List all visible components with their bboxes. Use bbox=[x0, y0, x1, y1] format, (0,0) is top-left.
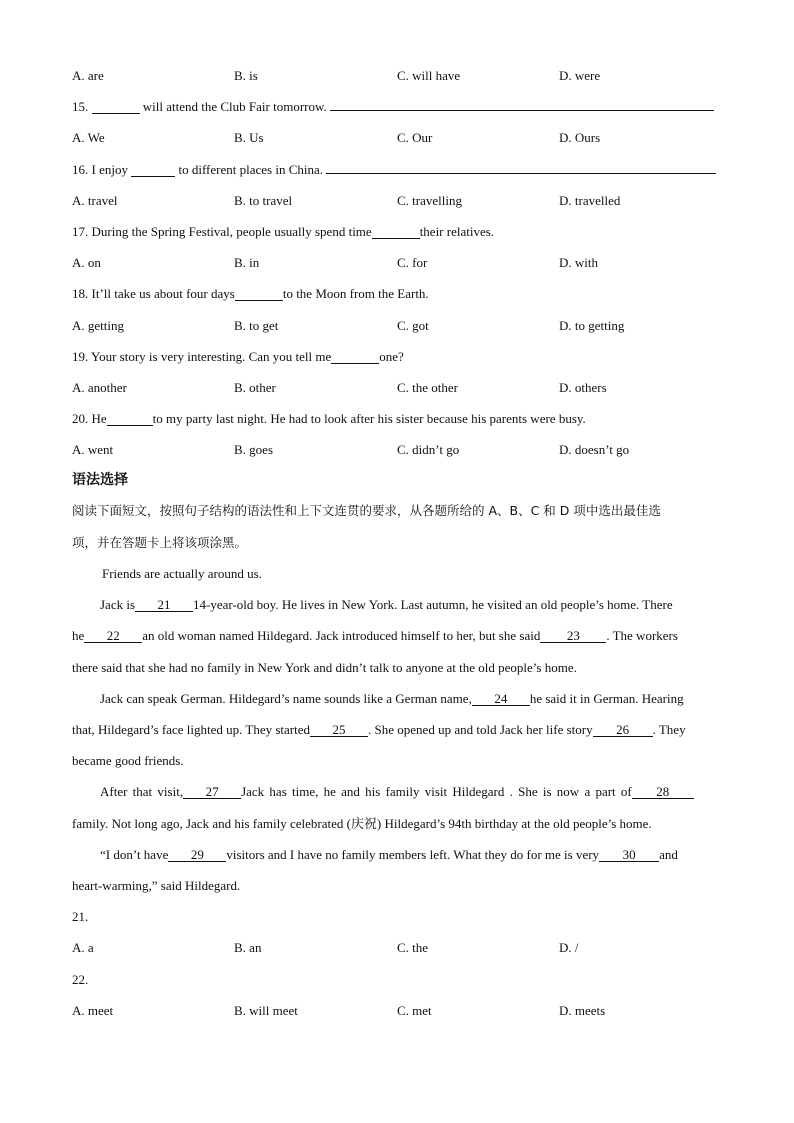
option-c[interactable]: C. will have bbox=[397, 68, 461, 83]
section-title: 语法选择 bbox=[72, 472, 128, 488]
option-d[interactable]: D. were bbox=[559, 68, 601, 83]
option-b[interactable]: B. in bbox=[234, 255, 260, 270]
option-d[interactable]: D. meets bbox=[559, 1003, 606, 1018]
option-a[interactable]: A. travel bbox=[72, 193, 118, 208]
question-21: 21. bbox=[72, 909, 89, 924]
q16-options bbox=[72, 193, 722, 209]
option-d[interactable]: D. to getting bbox=[559, 318, 625, 333]
blank-21: 21 bbox=[135, 598, 193, 612]
option-a[interactable]: A. We bbox=[72, 130, 105, 145]
blank-29: 29 bbox=[168, 848, 226, 862]
option-b[interactable]: B. an bbox=[234, 940, 262, 955]
q22-options bbox=[72, 1003, 722, 1019]
blank-30: 30 bbox=[599, 848, 659, 862]
option-a[interactable]: A. another bbox=[72, 380, 127, 395]
option-b[interactable]: B. to get bbox=[234, 318, 279, 333]
option-b[interactable]: B. is bbox=[234, 68, 258, 83]
answer-blank bbox=[107, 412, 153, 426]
option-a[interactable]: A. getting bbox=[72, 318, 124, 333]
question-19: 19. Your story is very interesting. Can you tell me one? bbox=[72, 349, 404, 364]
q15-options bbox=[72, 130, 722, 146]
option-b[interactable]: B. to travel bbox=[234, 193, 293, 208]
blank-22: 22 bbox=[84, 629, 142, 643]
option-d[interactable]: D. / bbox=[559, 940, 579, 955]
answer-blank bbox=[372, 225, 420, 239]
option-c[interactable]: C. didn’t go bbox=[397, 442, 460, 457]
question-18: 18. It’ll take us about four days to the Moon from the Earth. bbox=[72, 286, 429, 301]
option-c[interactable]: C. the bbox=[397, 940, 429, 955]
answer-blank bbox=[92, 100, 140, 114]
question-17: 17. During the Spring Festival, people usually spend time their relatives. bbox=[72, 224, 495, 239]
option-b[interactable]: B. goes bbox=[234, 442, 273, 457]
question-rule bbox=[326, 173, 716, 174]
q17-options bbox=[72, 255, 722, 271]
q18-options bbox=[72, 318, 722, 334]
option-a[interactable]: A. are bbox=[72, 68, 104, 83]
q20-options bbox=[72, 442, 722, 458]
question-rule bbox=[330, 110, 714, 111]
question-16: 16. I enjoy to different places in China. bbox=[72, 162, 722, 178]
option-a[interactable]: A. on bbox=[72, 255, 101, 270]
blank-24: 24 bbox=[472, 692, 530, 706]
option-c[interactable]: C. got bbox=[397, 318, 429, 333]
q21-options bbox=[72, 940, 722, 956]
option-a[interactable]: A. went bbox=[72, 442, 114, 457]
passage-p1-line2: he 22 an old woman named Hildegard. Jack introduced himself to her, but she said 23 . The workers bbox=[72, 628, 678, 643]
question-15: 15. will attend the Club Fair tomorrow. bbox=[72, 99, 722, 115]
option-c[interactable]: C. the other bbox=[397, 380, 459, 395]
instructions-line-1: 阅读下面短文，按照句子结构的语法性和上下文连贯的要求，从各题所给的 A、B、C 和 D 项中选出最佳选 bbox=[72, 503, 661, 518]
option-c[interactable]: C. met bbox=[397, 1003, 432, 1018]
question-22: 22. bbox=[72, 972, 89, 987]
answer-blank bbox=[235, 287, 283, 301]
passage-title: Friends are actually around us. bbox=[102, 566, 262, 581]
blank-26: 26 bbox=[593, 723, 653, 737]
option-d[interactable]: D. Ours bbox=[559, 130, 601, 145]
option-c[interactable]: C. Our bbox=[397, 130, 433, 145]
option-d[interactable]: D. with bbox=[559, 255, 598, 270]
blank-23: 23 bbox=[540, 629, 606, 643]
option-b[interactable]: B. will meet bbox=[234, 1003, 298, 1018]
option-d[interactable]: D. doesn’t go bbox=[559, 442, 630, 457]
passage-p2-line2: that, Hildegard’s face lighted up. They started 25 . She opened up and told Jack her life story 26 . They bbox=[72, 722, 686, 737]
option-c[interactable]: C. travelling bbox=[397, 193, 462, 208]
answer-blank bbox=[131, 163, 175, 177]
passage-p2-line1: Jack can speak German. Hildegard’s name sounds like a German name, 24 he said it in German. Hearing bbox=[100, 691, 684, 706]
option-d[interactable]: D. travelled bbox=[559, 193, 621, 208]
question-20: 20. He to my party last night. He had to look after his sister because his parents were busy. bbox=[72, 411, 586, 426]
answer-blank bbox=[331, 350, 379, 364]
option-d[interactable]: D. others bbox=[559, 380, 607, 395]
passage-p3-line1: After that visit, 27 Jack has time, he and his family visit Hildegard . She is now a part of 28 bbox=[100, 784, 722, 800]
blank-28: 28 bbox=[632, 785, 694, 799]
option-a[interactable]: A. meet bbox=[72, 1003, 114, 1018]
blank-25: 25 bbox=[310, 723, 368, 737]
blank-27: 27 bbox=[183, 785, 241, 799]
option-a[interactable]: A. a bbox=[72, 940, 94, 955]
passage-p3-line2: family. Not long ago, Jack and his family celebrated (庆祝) Hildegard’s 94th birthday at the old people’s home. bbox=[72, 816, 652, 831]
passage-p4-line1: “I don’t have 29 visitors and I have no family members left. What they do for me is very 30 and bbox=[100, 847, 678, 862]
q14-options bbox=[72, 68, 722, 84]
instructions-line-2: 项，并在答题卡上将该项涂黑。 bbox=[72, 535, 248, 550]
passage-p2-line3: became good friends. bbox=[72, 753, 184, 768]
passage-p1-line3: there said that she had no family in New York and didn’t talk to anyone at the old people’s home. bbox=[72, 660, 577, 675]
option-c[interactable]: C. for bbox=[397, 255, 428, 270]
option-b[interactable]: B. Us bbox=[234, 130, 264, 145]
q19-options bbox=[72, 380, 722, 396]
passage-p4-line2: heart-warming,” said Hildegard. bbox=[72, 878, 241, 893]
passage-p1-line1: Jack is 21 14-year-old boy. He lives in New York. Last autumn, he visited an old people’s home. There bbox=[100, 597, 673, 612]
option-b[interactable]: B. other bbox=[234, 380, 276, 395]
